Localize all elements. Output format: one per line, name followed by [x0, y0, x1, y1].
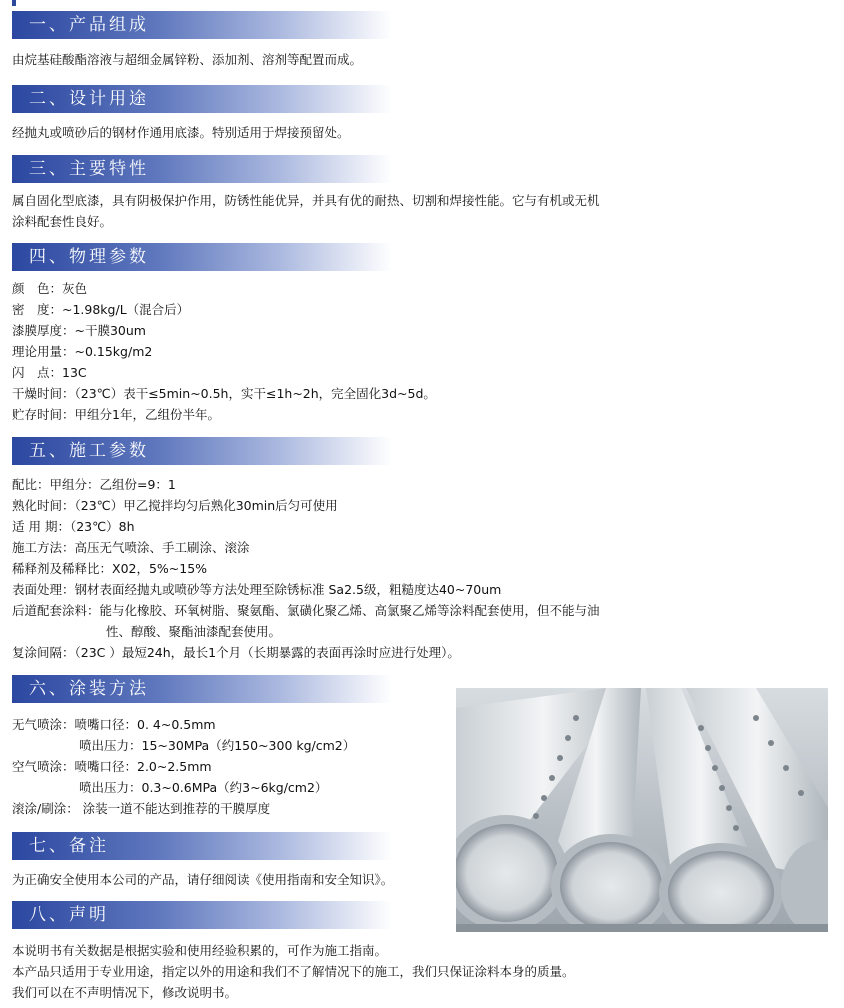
section-header-product-composition: [12, 11, 392, 39]
param-line: 复涂间隔：（23C ）最短24h，最长1个月（长期暴露的表面再涂时应进行处理）。: [12, 645, 460, 660]
section-title: 六、涂装方法: [29, 679, 149, 699]
section-title: 五、施工参数: [29, 441, 149, 461]
note-line: 为正确安全使用本公司的产品，请仔细阅读《使用指南和安全知识》。: [12, 872, 394, 887]
section-header-application-parameters: [12, 437, 392, 465]
param-line: 熟化时间：（23℃）甲乙搅拌均匀后熟化30min后匀可使用: [12, 498, 338, 513]
param-line-continuation: 性、醇酸、聚酯油漆配套使用。: [106, 624, 282, 639]
param-line: 施工方法：高压无气喷涂、手工刷涂、滚涂: [12, 540, 250, 555]
param-line: 适 用 期：（23℃）8h: [12, 519, 135, 534]
param-line: 干燥时间：（23℃）表干≤5min~0.5h，实干≤1h~2h，完全固化3d~5d。: [12, 386, 436, 401]
param-line: 稀释剂及稀释比：X02，5%~15%: [12, 561, 208, 576]
steel-pipes-photo: [456, 688, 828, 932]
method-line: 空气喷涂：喷嘴口径：2.0~2.5mm: [12, 759, 212, 774]
statement-line: 本说明书有关数据是根据实验和使用经验积累的，可作为施工指南。: [12, 943, 388, 958]
section-title: 三、主要特性: [29, 159, 149, 179]
param-line: 理论用量：~0.15kg/m2: [12, 344, 153, 359]
param-line: 配比：甲组分：乙组份=9：1: [12, 477, 176, 492]
statement-line: 我们可以在不声明情况下，修改说明书。: [12, 985, 238, 1000]
param-line: 颜 色：灰色: [12, 281, 88, 296]
section-title: 一、产品组成: [29, 15, 149, 35]
section-title: 七、备注: [29, 836, 109, 856]
param-line: 后道配套涂料：能与化橡胶、环氧树脂、聚氨酯、氯磺化聚乙烯、高氯聚乙烯等涂料配套使用，但不能与油: [12, 603, 600, 618]
method-line-continuation: 喷出压力：0.3~0.6MPa（约3~6kg/cm2）: [79, 780, 328, 795]
param-line: 贮存时间：甲组分1年，乙组份半年。: [12, 407, 220, 422]
method-line-continuation: 喷出压力：15~30MPa（约150~300 kg/cm2）: [79, 738, 356, 753]
section-header-main-features: [12, 155, 392, 183]
param-line: 密 度：~1.98kg/L（混合后）: [12, 302, 190, 317]
top-accent-tick: [12, 0, 16, 6]
section-header-notes: [12, 832, 392, 860]
param-line: 表面处理：钢材表面经抛丸或喷砂等方法处理至除锈标准 Sa2.5级，粗糙度达40~70um: [12, 582, 502, 597]
statement-line: 本产品只适用于专业用途，指定以外的用途和我们不了解情况下的施工，我们只保证涂料本身的质量。: [12, 964, 575, 979]
section-header-physical-parameters: [12, 243, 392, 271]
section-text-line: 经抛丸或喷砂后的钢材作通用底漆。特别适用于焊接预留处。: [12, 125, 350, 140]
section-title: 二、设计用途: [29, 89, 149, 109]
method-line: 滚涂/刷涂： 涂装一道不能达到推荐的干膜厚度: [12, 801, 271, 816]
method-line: 无气喷涂：喷嘴口径：0. 4~0.5mm: [12, 717, 216, 732]
section-text-line: 由烷基硅酸酯溶液与超细金属锌粉、添加剂、溶剂等配置而成。: [12, 52, 363, 67]
section-text-line: 属自固化型底漆，具有阴极保护作用，防锈性能优异，并具有优的耐热、切割和焊接性能。它与有机或无机: [12, 193, 600, 208]
section-header-statement: [12, 901, 392, 929]
section-text-line: 涂料配套性良好。: [12, 214, 113, 229]
param-line: 闪 点：13C: [12, 365, 87, 380]
param-line: 漆膜厚度：~干膜30um: [12, 323, 146, 338]
section-header-coating-methods: [12, 675, 392, 703]
section-header-design-use: [12, 85, 392, 113]
section-title: 四、物理参数: [29, 247, 149, 267]
section-title: 八、声明: [29, 905, 109, 925]
